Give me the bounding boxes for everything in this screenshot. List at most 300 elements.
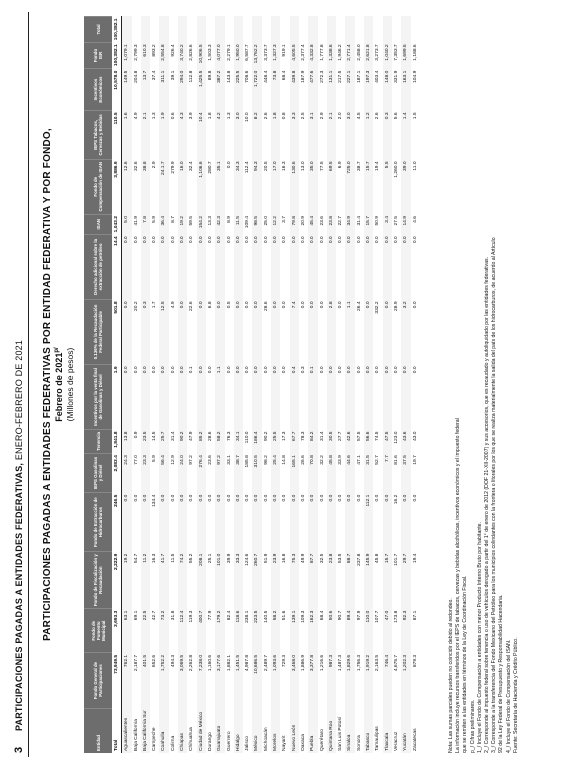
value-cell: 3.7	[282, 216, 288, 223]
value-cell: 23.8	[327, 214, 336, 234]
value-cell: 0.0	[308, 234, 317, 299]
footnote-line: 1_/ Incluye el Fondo de Compensación a entidades con menor Producto Interno Bruto por habitante.	[476, 522, 483, 753]
value-cell: 57.5	[356, 431, 362, 441]
value-cell: 0.0	[141, 234, 150, 299]
value-cell: 331.9	[393, 70, 399, 83]
value-cell: 1,503.3	[207, 44, 213, 61]
value-cell: 10,906.5	[197, 42, 206, 68]
value-cell	[280, 17, 289, 43]
value-cell	[392, 17, 401, 43]
value-cell: 33.1	[226, 455, 232, 465]
value-cell: 53.5	[338, 553, 344, 564]
footnote-line: Fuente: Secretaría de Hacienda y Crédito Público.	[512, 637, 519, 753]
table-header-row	[84, 17, 112, 754]
value-cell: 1,040.2	[383, 42, 392, 68]
value-cell: 14.8	[282, 455, 288, 465]
value-cell: 51.6	[282, 610, 288, 621]
value-cell: 41.9	[133, 216, 139, 226]
entity-name-cell: Jalisco	[245, 736, 251, 751]
value-cell: 0.0	[338, 366, 344, 374]
value-cell: 0.0	[290, 493, 299, 552]
value-cell: 0.0	[133, 494, 139, 502]
value-cell: 35.1	[215, 159, 224, 214]
entity-name-cell: Puebla	[308, 708, 317, 753]
value-cell: 154.2	[197, 214, 206, 234]
value-cell: 0.0	[393, 236, 399, 244]
value-cell: 42.6	[345, 429, 354, 453]
entity-name-cell: Quintana Roo	[327, 708, 336, 753]
value-cell: 77.0	[133, 455, 139, 465]
value-cell: 31.8	[170, 610, 176, 621]
entity-name-cell: Nayarit	[282, 735, 288, 751]
entity-name-cell: Zacatecas	[412, 728, 418, 751]
running-title-period: ENERO-FEBRERO DE 2021	[14, 339, 24, 461]
value-cell: 22.7	[338, 216, 344, 226]
table-row	[411, 17, 420, 754]
value-cell: 2.9	[152, 161, 158, 169]
value-cell: 0.0	[226, 494, 232, 502]
value-cell: 1,425.5	[197, 69, 206, 111]
value-cell: 32.6	[133, 161, 139, 171]
value-cell: 55.2	[189, 553, 195, 564]
entity-name-cell: San Luis Potosí	[338, 716, 344, 751]
value-cell: 652.6	[152, 654, 158, 668]
entity-name-cell: Nuevo León	[290, 708, 299, 753]
value-cell: 97.2	[215, 453, 224, 492]
value-cell: 100,382.1	[112, 42, 122, 68]
value-cell	[373, 17, 382, 43]
entity-name-cell: Durango	[207, 732, 213, 751]
value-cell: 1,777.8	[319, 44, 325, 61]
value-cell: 332.2	[375, 301, 381, 314]
value-cell: 31.5	[364, 453, 373, 492]
value-cell: 38.8	[141, 159, 150, 214]
value-cell: 708.6	[245, 70, 251, 83]
table-row	[364, 17, 373, 754]
value-cell: 0.4	[290, 364, 299, 429]
value-cell: 4.6	[412, 216, 418, 223]
table-row	[141, 17, 150, 754]
value-cell: 77.5	[319, 161, 325, 171]
value-cell: 0.1	[308, 364, 317, 429]
entity-name-cell: Oaxaca	[300, 734, 306, 751]
footnote-line: 2_/ Corresponde al impuesto federal sobre tenencia o uso de vehículos derogado a partir del 1° de enero de 2012 (DOF 21-XII-2007) y sus accesorios, que es recaudado y autoliquidado por las entidades federativas.	[484, 256, 491, 753]
value-cell: 187.9	[300, 70, 306, 83]
value-cell: 25.7	[159, 429, 168, 453]
participaciones-table	[84, 16, 420, 753]
value-cell: 90.2	[178, 429, 187, 453]
title-units: (Millones de pesos)	[65, 347, 75, 422]
value-cell: 987.3	[327, 653, 336, 708]
value-cell: 185.8	[245, 455, 251, 468]
value-cell: 2,458.0	[356, 44, 362, 61]
entity-name-cell: Baja California	[133, 719, 139, 751]
entity-name-cell: Chihuahua	[189, 727, 195, 751]
value-cell: 79.8	[290, 214, 299, 234]
value-cell: 0.0	[170, 366, 176, 374]
value-cell	[197, 17, 206, 43]
table-row	[132, 17, 141, 754]
value-cell	[308, 17, 317, 43]
value-cell: 3.1	[308, 110, 317, 159]
value-cell: 6.8	[207, 301, 213, 309]
table-row	[299, 17, 308, 754]
value-cell: 92.3	[401, 609, 410, 653]
value-cell: 0.0	[345, 364, 354, 429]
value-cell: 0.0	[245, 236, 251, 244]
value-cell: 15.7	[364, 159, 373, 214]
value-cell: 33.3	[234, 552, 243, 609]
value-cell: 1.8	[207, 112, 213, 120]
value-cell: 26.4	[356, 301, 362, 311]
value-cell: 0.0	[234, 493, 243, 552]
value-cell: 0.0	[178, 234, 187, 299]
entity-name-cell: Michoacán	[263, 727, 269, 751]
value-cell: 439.8	[290, 69, 299, 111]
value-cell: 84.2	[308, 429, 317, 453]
title-period: Febrero de 2021	[54, 352, 64, 422]
title-period-superscript: p/	[54, 347, 60, 353]
value-cell	[318, 17, 327, 43]
value-cell: 0.0	[375, 366, 381, 374]
value-cell: 0.0	[252, 234, 261, 299]
value-cell: 47.1	[356, 455, 362, 465]
value-cell: 2.6	[263, 112, 269, 120]
value-cell: 1,752.2	[159, 653, 168, 708]
value-cell: 15.7	[383, 552, 392, 609]
value-cell: 879.3	[412, 654, 418, 668]
value-cell: 87.7	[308, 552, 317, 609]
table-row	[178, 17, 187, 754]
footnote-line: 4_/ Incluye el Fondo de Compensación del ISAN.	[505, 639, 512, 753]
value-cell: 2.0	[338, 112, 344, 120]
value-cell: 5.5	[383, 159, 392, 214]
value-cell: 69.5	[327, 159, 336, 214]
value-cell: 42.3	[215, 214, 224, 234]
value-cell: 2,262.8	[189, 654, 195, 672]
value-cell: 1,756.3	[356, 654, 362, 672]
value-cell	[364, 17, 373, 43]
value-cell: 7.7	[383, 453, 392, 492]
value-cell: 0.0	[207, 236, 213, 244]
value-cell: 0.0	[282, 236, 288, 244]
entity-name-cell: Guanajuato	[215, 708, 224, 753]
entity-name-cell: Baja California Sur	[141, 708, 150, 753]
value-cell: 1.3	[226, 112, 232, 120]
value-cell	[234, 17, 243, 43]
value-cell: 0.0	[345, 493, 354, 552]
value-cell: 58.2	[271, 609, 280, 653]
value-cell: 0.0	[252, 493, 261, 552]
column-header: Derecho adicional sobre la extracción de petróleo	[84, 234, 112, 299]
value-cell: 28.6	[207, 431, 213, 441]
value-cell: 280.7	[207, 161, 213, 174]
value-cell: 24.1.7	[159, 159, 168, 214]
value-cell: 0.9	[133, 431, 139, 439]
value-cell	[262, 17, 271, 43]
value-cell: 0.0	[327, 493, 336, 552]
value-cell: 276.4	[197, 453, 206, 492]
value-cell: 12.9	[170, 455, 176, 465]
value-cell: 139.1	[290, 609, 299, 653]
value-cell: 237.8	[356, 553, 362, 566]
value-cell: 919.1	[282, 44, 288, 57]
value-cell: 208.1	[197, 552, 206, 609]
value-cell: 11.5	[234, 214, 243, 234]
value-cell: 0.0	[383, 364, 392, 429]
value-cell: 10,686.5	[252, 653, 261, 708]
table-row	[327, 17, 336, 754]
footnote-line: p_/ Cifras preliminares.	[469, 699, 476, 753]
value-cell: 101.0	[215, 552, 224, 609]
value-cell: 23.9	[271, 552, 280, 609]
value-cell: 4,332.8	[308, 42, 317, 68]
value-cell: 98.2	[263, 455, 269, 465]
value-cell: 19.4	[412, 553, 418, 564]
value-cell: 17.0	[271, 159, 280, 214]
value-cell: 19.4	[375, 161, 381, 171]
value-cell: 13.0	[300, 161, 306, 171]
value-cell: 94.3	[252, 159, 261, 214]
value-cell: 7,238.0	[197, 653, 206, 708]
table-row	[355, 17, 364, 754]
value-cell	[187, 17, 196, 43]
value-cell: 32.5	[319, 553, 325, 564]
value-cell	[169, 17, 178, 43]
value-cell: 163.1	[401, 69, 410, 111]
value-cell: 0.3	[300, 366, 306, 374]
value-cell: 225.5	[234, 69, 243, 111]
column-header: Total	[84, 17, 112, 43]
value-cell: 294.0	[178, 69, 187, 111]
value-cell: 0.0	[271, 299, 280, 364]
footnote-line: 92 de la Ley Federal de Presupuesto y Responsabilidad Hacendaria.	[498, 594, 505, 753]
value-cell: 82.4	[226, 610, 232, 621]
value-cell: 22.5	[141, 609, 150, 653]
value-cell	[299, 17, 308, 43]
value-cell: 110.5	[112, 110, 122, 159]
value-cell: 23.6	[207, 455, 213, 465]
value-cell: 501.8	[112, 299, 122, 364]
value-cell: 1,829.6	[345, 653, 354, 708]
column-header: IEPS Tabacos, Cervezas y Bebidas	[84, 110, 112, 159]
value-cell: 217.5	[338, 70, 344, 83]
value-cell: 0.0	[364, 234, 373, 299]
value-cell: 3,693.3	[112, 609, 122, 653]
value-cell: 16.3	[152, 553, 158, 564]
value-cell: 0.0	[327, 364, 336, 429]
value-cell: 4.5	[356, 112, 362, 120]
value-cell: 34.1	[234, 429, 243, 453]
value-cell: 19.2	[122, 552, 132, 609]
value-cell: 1.7	[152, 301, 158, 309]
value-cell: 0.0	[300, 301, 306, 309]
value-cell: 0.0	[319, 366, 325, 374]
value-cell: 1.8	[271, 110, 280, 159]
value-cell: 1,338.6	[327, 42, 336, 68]
table-row	[206, 17, 215, 754]
value-cell	[206, 17, 215, 43]
value-cell: 14.4	[112, 234, 122, 299]
column-header: Entidad	[84, 708, 112, 753]
value-cell: 44.6	[345, 453, 354, 492]
value-cell: 2,083.4	[112, 453, 122, 492]
value-cell: 0.0	[159, 234, 168, 299]
value-cell: 0.0	[282, 494, 288, 502]
value-cell: 0.5	[226, 301, 232, 309]
entity-name-cell: Guerrero	[226, 731, 232, 751]
value-cell: 110.0	[245, 431, 251, 444]
value-cell: 85.2	[197, 429, 206, 453]
value-cell: 0.0	[375, 494, 381, 502]
value-cell: 32.4	[189, 161, 195, 171]
value-cell: 43.0	[412, 431, 418, 441]
value-cell: 49.9	[300, 553, 306, 564]
value-cell	[345, 17, 354, 43]
value-cell: 2,554.8	[159, 42, 168, 68]
value-cell	[141, 17, 150, 43]
table-row	[243, 17, 252, 754]
value-cell: 1,699.5	[401, 42, 410, 68]
value-cell: 1,043.2	[112, 214, 122, 234]
table-row	[336, 17, 345, 754]
value-cell: 39.1	[170, 70, 176, 81]
column-header: Fondo de Fiscalización y Recaudación	[84, 552, 112, 609]
value-cell: 134.4	[152, 494, 158, 507]
value-cell: 23.5	[141, 429, 150, 453]
value-cell: 43.6	[401, 429, 410, 453]
entity-name-cell: Ciudad de México	[197, 708, 206, 753]
value-cell: 1,451.5	[234, 653, 243, 708]
value-cell: 31.4	[356, 216, 362, 226]
value-cell: 0.0	[356, 494, 362, 502]
value-cell: 23.6	[319, 216, 325, 226]
table-title	[42, 12, 75, 757]
value-cell: 73,949.5	[112, 653, 122, 708]
value-cell: 0.0	[401, 493, 410, 552]
value-cell: 5.9	[152, 216, 158, 223]
column-header: Incentivos por la venta final de Gasolinas y Diésel	[84, 364, 112, 429]
value-cell: 8.7	[170, 216, 176, 223]
value-cell	[355, 17, 364, 43]
value-cell: 1,079.1	[122, 42, 132, 68]
value-cell: 1,882.1	[226, 654, 232, 672]
value-cell: 2,799.3	[133, 44, 139, 61]
column-header: IEPS Gasolinas y Diésel	[84, 453, 112, 492]
value-cell: 0.0	[207, 494, 213, 502]
value-cell: 0.0	[338, 301, 344, 309]
value-cell: 165.1	[290, 453, 299, 492]
value-cell: 11.0	[412, 161, 418, 171]
value-cell: 1.9	[159, 110, 168, 159]
entity-name-cell: Campeche	[152, 727, 158, 751]
value-cell	[327, 17, 336, 43]
value-cell: 69.1	[133, 610, 139, 621]
value-cell: 143.8	[226, 70, 232, 83]
value-cell: 26.6	[300, 455, 306, 465]
value-cell: 25.5	[271, 429, 280, 453]
value-cell: 41.7	[159, 552, 168, 609]
value-cell: 12.2	[271, 214, 280, 234]
column-header: ISAN	[84, 214, 112, 234]
value-cell: 0.0	[383, 493, 392, 552]
value-cell: 0.0	[252, 364, 261, 429]
value-cell	[411, 17, 420, 43]
table-row	[345, 17, 354, 754]
value-cell: 0.0	[189, 494, 195, 502]
value-cell: 1,487.3	[338, 654, 344, 672]
value-cell: 401.5	[141, 653, 150, 708]
value-cell: 3,377.8	[308, 653, 317, 708]
entity-name-cell: Sinaloa	[345, 708, 354, 753]
table-row	[290, 17, 299, 754]
value-cell: 27.5	[393, 216, 399, 226]
table-row	[215, 17, 224, 754]
value-cell: 63.1	[122, 609, 132, 653]
value-cell: 51.9	[263, 553, 269, 564]
value-cell: 2,187.7	[133, 654, 139, 672]
value-cell: 118.6	[234, 609, 243, 653]
value-cell: 0.0	[170, 494, 176, 502]
value-cell: 37.5	[401, 453, 410, 492]
value-cell: 0.3	[383, 110, 392, 159]
value-cell: 1,188.6	[412, 44, 418, 61]
entity-name-cell: Morelos	[271, 708, 280, 753]
value-cell: 123.0	[393, 431, 399, 444]
value-cell: 42.7	[152, 610, 158, 621]
value-cell: 2.9	[319, 112, 325, 120]
value-cell: 10.4	[197, 110, 206, 159]
title-line-2	[54, 12, 64, 757]
value-cell: 0.0	[319, 236, 325, 244]
footnote-line: La información incluye recursos transferidos por el IEPS de tabacos, cervezas y bebidas alcohólicas, incentivos económicos y el impuesto federal	[455, 418, 462, 753]
value-cell: 7,353.7	[393, 44, 399, 61]
value-cell	[243, 17, 252, 43]
value-cell: 89.4	[345, 609, 354, 653]
value-cell: 1,260.0	[393, 161, 399, 178]
footnote-line: Nota: Las sumas parciales pueden no coincidir debido al redondeo.	[448, 598, 454, 753]
value-cell: 1,722.0	[252, 69, 261, 111]
value-cell: 13.7	[141, 69, 150, 111]
value-cell: 0.0	[245, 301, 251, 309]
value-cell: 0.0	[178, 493, 187, 552]
value-cell: 101.7	[393, 553, 399, 566]
value-cell: 38.7	[356, 161, 362, 171]
footnote-line: que se remiten a las entidades en términos de la Ley de Coordinación Fiscal.	[462, 575, 469, 753]
value-cell: 2,279.1	[226, 44, 232, 61]
value-cell: 448.4	[263, 70, 269, 83]
value-cell	[401, 17, 410, 43]
value-cell: 400.7	[197, 609, 206, 653]
value-cell: 2,826.6	[189, 44, 195, 61]
value-cell: 0.0	[401, 364, 410, 429]
value-cell: 3,373.7	[263, 44, 269, 61]
value-cell: 0.0	[122, 364, 132, 429]
value-cell: 0.0	[152, 236, 158, 244]
value-cell: 88.7	[345, 552, 354, 609]
value-cell: 8.9	[226, 216, 232, 223]
value-cell: 90.2	[263, 431, 269, 441]
table-row	[169, 17, 178, 754]
value-cell: 1.4	[401, 110, 410, 159]
value-cell: 100,382.1	[112, 17, 122, 43]
value-cell: 20.2	[133, 301, 139, 311]
value-cell: 0.0	[290, 234, 299, 299]
table-row	[150, 17, 159, 754]
value-cell: 1.1	[215, 364, 224, 429]
value-cell: 0.0	[252, 299, 261, 364]
table-row	[373, 17, 382, 754]
